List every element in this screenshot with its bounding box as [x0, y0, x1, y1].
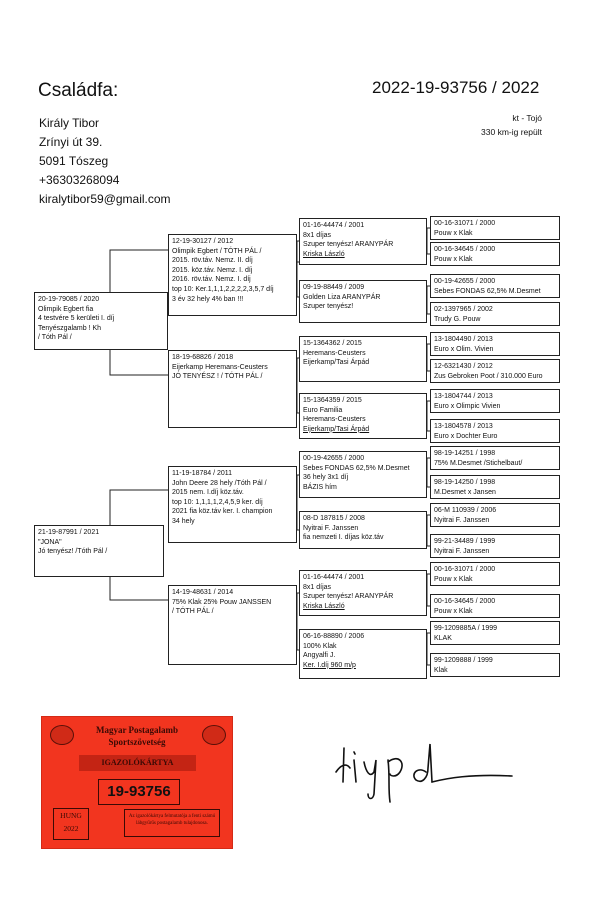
- pedigree-line: 00-19-42655 / 2000: [303, 455, 365, 462]
- pedigree-line: Kriska László: [303, 250, 345, 258]
- pedigree-line: fia nemzeti I. díjas köz.táv: [303, 534, 384, 542]
- pedigree-line: 09-19-88449 / 2009: [303, 284, 365, 291]
- pedigree-box-gen4-8: [430, 419, 560, 443]
- pedigree-line: Euro x Olim. Vivien: [434, 345, 494, 353]
- pedigree-box-gen1-2: [34, 525, 164, 577]
- owner-city: 5091 Tószeg: [39, 154, 109, 168]
- pedigree-line: Heremans-Ceusters: [303, 416, 366, 424]
- pedigree-line: 8x1 díjas: [303, 231, 332, 239]
- pedigree-line: / Tóth Pál /: [38, 334, 72, 342]
- pedigree-line: 2016. röv.táv. Nemz. I. díj: [172, 276, 251, 284]
- pedigree-box-gen4-10: [430, 475, 560, 499]
- pedigree-line: 2015. röv.táv. Nemz. II. díj: [172, 257, 253, 265]
- pedigree-box-gen4-3: [430, 274, 560, 298]
- pedigree-line: Klak: [434, 666, 448, 674]
- pedigree-line: 3 év 32 hely 4% ban !!!: [172, 295, 244, 303]
- signature: [330, 738, 520, 808]
- pedigree-line: 13-1804744 / 2013: [434, 393, 493, 400]
- bird-sex: kt - Tojó: [512, 113, 542, 123]
- pedigree-box-gen3-6: [299, 511, 427, 549]
- pedigree-line: Nyitrai F. Janssen: [434, 547, 490, 555]
- pedigree-line: Pouw x Klak: [434, 229, 473, 237]
- owner-phone: +36303268094: [39, 173, 120, 187]
- card-country: HUNG: [60, 811, 82, 820]
- pedigree-line: 100% Klak: [303, 642, 337, 650]
- pedigree-line: Eijerkamp/Tasi Árpád: [303, 425, 370, 433]
- pedigree-line: BÁZIS hím: [303, 483, 337, 491]
- pedigree-line: Szuper tenyész!: [303, 303, 354, 311]
- pedigree-box-gen2-2: [168, 350, 297, 428]
- owner-street: Zrínyi út 39.: [39, 135, 103, 149]
- pedigree-line: 00-16-34645 / 2000: [434, 246, 496, 253]
- pedigree-line: KLAK: [434, 634, 452, 642]
- pedigree-line: 00-16-31071 / 2000: [434, 566, 496, 573]
- pedigree-line: 14-19-48631 / 2014: [172, 589, 234, 596]
- pedigree-line: Heremans-Ceusters: [303, 349, 366, 357]
- pedigree-line: top 10: Ker.1,1,1,2,2,2,2,3,5,7 díj: [172, 285, 274, 293]
- pedigree-box-gen3-8: [299, 629, 427, 679]
- pedigree-box-gen4-2: [430, 242, 560, 266]
- pedigree-line: Pouw x Klak: [434, 255, 473, 263]
- bird-distance: 330 km-ig repült: [481, 127, 542, 137]
- pedigree-box-gen2-3: [168, 466, 297, 543]
- pedigree-line: "JONA": [38, 538, 62, 546]
- pedigree-line: 06-16-88890 / 2006: [303, 633, 365, 640]
- pedigree-line: 00-19-42655 / 2000: [434, 278, 496, 285]
- pedigree-line: 11-19-18784 / 2011: [172, 470, 233, 477]
- card-org-line2: Sportszövetség: [108, 737, 166, 747]
- pedigree-line: 08-D 187815 / 2008: [303, 515, 365, 522]
- ring-number: 2022-19-93756 / 2022: [372, 78, 540, 97]
- pedigree-line: Szuper tenyész! ARANYPÁR: [303, 593, 394, 601]
- pedigree-line: Golden Liza ARANYPÁR: [303, 293, 381, 301]
- card-org-line1: Magyar Postagalamb: [95, 725, 179, 735]
- pedigree-box-gen4-15: [430, 621, 560, 645]
- pedigree-line: 21-19-87991 / 2021: [38, 529, 100, 536]
- owner-email: kiralytibor59@gmail.com: [39, 192, 171, 206]
- pedigree-line: Sebes FONDAS 62,5% M.Desmet: [434, 287, 541, 295]
- pedigree-line: 99-1209885A / 1999: [434, 625, 498, 632]
- pedigree-line: 4 testvére 5 kerületi I. díj: [38, 315, 115, 323]
- identity-card: [42, 717, 232, 848]
- pedigree-line: top 10: 1,1,1,1,2,4,5,9 ker. díj: [172, 498, 263, 506]
- card-note: Az igazolókártya felmutatója a fenti számú lábgyűrűs postagalamb tulajdonosa.: [124, 809, 220, 837]
- pedigree-box-gen1-1: [34, 292, 168, 350]
- pedigree-line: 75% M.Desmet /Stichelbaut/: [434, 459, 523, 467]
- pedigree-line: Euro x Olimpic Vivien: [434, 402, 501, 410]
- pedigree-line: / TÓTH PÁL /: [172, 608, 214, 616]
- pedigree-line: 15-1364362 / 2015: [303, 340, 362, 347]
- pedigree-line: 01-16-44474 / 2001: [303, 222, 365, 229]
- pedigree-line: 36 hely 3x1 díj: [303, 474, 349, 482]
- pedigree-box-gen3-5: [299, 451, 427, 498]
- pedigree-box-gen2-1: [168, 234, 297, 316]
- pedigree-box-gen4-11: [430, 503, 560, 527]
- pedigree-box-gen3-1: [299, 218, 427, 265]
- pedigree-line: Nyitrai F. Janssen: [434, 516, 490, 524]
- pedigree-line: Ker. I.díj 960 m/p: [303, 661, 356, 669]
- pedigree-line: Euro x Dochter Euro: [434, 432, 498, 440]
- pedigree-line: Euro Familia: [303, 406, 343, 414]
- pedigree-box-gen4-9: [430, 446, 560, 470]
- pedigree-line: JÓ TENYÉSZ ! / TÓTH PÁL /: [172, 373, 263, 381]
- pedigree-box-gen4-12: [430, 534, 560, 558]
- pedigree-box-gen4-6: [430, 359, 560, 383]
- pedigree-line: Jó tenyész! /Tóth Pál /: [38, 548, 108, 556]
- pedigree-line: John Deere 28 hely /Tóth Pál /: [172, 479, 267, 487]
- pedigree-box-gen4-4: [430, 302, 560, 326]
- card-country-year: [53, 808, 89, 840]
- pedigree-line: 12-6321430 / 2012: [434, 363, 493, 370]
- pedigree-line: Olimpik Egbert fia: [38, 305, 94, 313]
- pedigree-line: 20-19-79085 / 2020: [38, 296, 100, 303]
- pedigree-line: 99-21-34489 / 1999: [434, 538, 496, 545]
- pedigree-line: 13-1804490 / 2013: [434, 336, 493, 343]
- pedigree-line: Pouw x Klak: [434, 575, 473, 583]
- pedigree-box-gen3-3: [299, 336, 427, 382]
- pedigree-box-gen4-16: [430, 653, 560, 677]
- pedigree-line: Pouw x Klak: [434, 607, 473, 615]
- pedigree-line: 01-16-44474 / 2001: [303, 574, 365, 581]
- pedigree-line: 12-19-30127 / 2012: [172, 238, 234, 245]
- pedigree-line: 02-1397965 / 2002: [434, 306, 493, 313]
- page-title: Családfa:: [38, 80, 119, 101]
- owner-name: Király Tibor: [39, 116, 100, 130]
- pedigree-line: Nyitrai F. Janssen: [303, 524, 359, 532]
- card-title: IGAZOLÓKÁRTYA: [79, 755, 196, 771]
- pedigree-line: 75% Klak 25% Pouw JANSSEN: [172, 598, 272, 606]
- pedigree-line: Zus Gebroken Poot / 310.000 Euro: [434, 372, 543, 380]
- pedigree-box-gen4-14: [430, 594, 560, 618]
- pedigree-line: 2015 nem. I.díj köz.táv.: [172, 489, 244, 497]
- pedigree-line: 2015. köz.táv. Nemz. I. díj: [172, 266, 253, 274]
- pedigree-box-gen4-13: [430, 562, 560, 586]
- pedigree-line: Szuper tenyész! ARANYPÁR: [303, 241, 394, 249]
- pedigree-line: 99-1209888 / 1999: [434, 657, 493, 664]
- pedigree-line: M.Desmet x Jansen: [434, 488, 496, 496]
- pedigree-line: 00-16-34645 / 2000: [434, 598, 496, 605]
- pedigree-line: 98-19-14250 / 1998: [434, 479, 496, 486]
- pedigree-box-gen3-2: [299, 280, 427, 323]
- card-year: 2022: [63, 824, 79, 833]
- pedigree-box-gen2-4: [168, 585, 297, 665]
- pedigree-line: Eijerkamp/Tasi Árpád: [303, 359, 370, 367]
- pedigree-line: 2021 fia köz.táv ker. I. champion: [172, 508, 273, 516]
- pedigree-box-gen4-1: [430, 216, 560, 240]
- pedigree-line: Olimpik Egbert / TÓTH PÁL /: [172, 247, 262, 255]
- pedigree-box-gen3-4: [299, 393, 427, 439]
- pedigree-line: 34 hely: [172, 517, 195, 525]
- pedigree-line: 18-19-68826 / 2018: [172, 354, 234, 361]
- pedigree-line: 8x1 díjas: [303, 583, 332, 591]
- pedigree-box-gen3-7: [299, 570, 427, 616]
- card-number: 19-93756: [98, 779, 180, 805]
- pedigree-line: Angyalfi J.: [303, 652, 336, 660]
- pedigree-line: 15-1364359 / 2015: [303, 397, 362, 404]
- pedigree-line: 06-M 110939 / 2006: [434, 507, 497, 514]
- pedigree-line: 13-1804578 / 2013: [434, 423, 493, 430]
- pedigree-line: Kriska László: [303, 602, 345, 610]
- pedigree-line: 00-16-31071 / 2000: [434, 220, 496, 227]
- pedigree-line: Tenyészgalamb ! Kh: [38, 324, 102, 332]
- pedigree-line: Sebes FONDAS 62,5% M.Desmet: [303, 464, 410, 472]
- pedigree-box-gen4-5: [430, 332, 560, 356]
- pedigree-line: 98-19-14251 / 1998: [434, 450, 496, 457]
- pedigree-line: Eijerkamp Heremans-Ceusters: [172, 363, 268, 371]
- pedigree-box-gen4-7: [430, 389, 560, 413]
- pedigree-line: Trudy G. Pouw: [434, 315, 481, 323]
